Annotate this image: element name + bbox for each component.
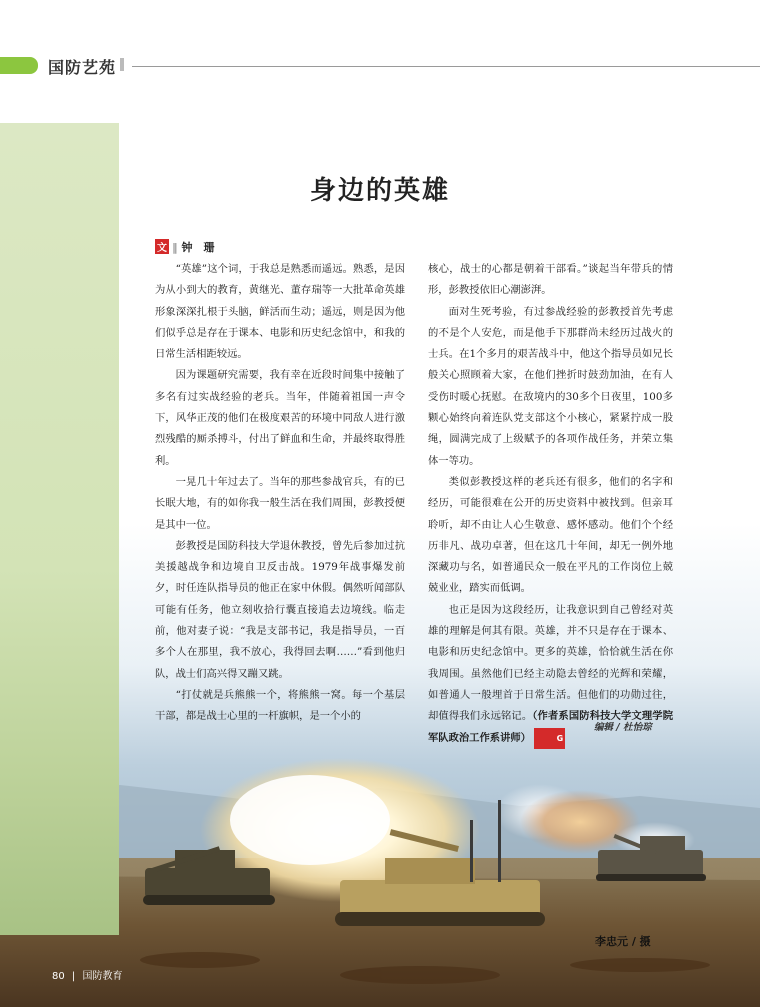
paragraph: “英雄”这个词，于我总是熟悉而遥远。熟悉，是因为从小到大的教育，黄继光、董存瑞等一大批革命英雄形象深深扎根于头脑，鲜活而生动；遥远，则是因为他们似乎总是存在于课本、电影和历史纪念馆中，和我的日常生活相距较远。: [155, 263, 405, 361]
byline: [155, 239, 215, 255]
paragraph: 类似彭教授这样的老兵还有很多，他们的名字和经历，可能很难在公开的历史资料中被找到。但亲耳聆听，却不由让人心生敬意、感怀感动。他们个个经历非凡、战功卓著，但在这几十年间，却无一例外地深藏功与名，如普通民众一般在平凡的工作岗位上兢兢业业，踏实而低调。: [428, 475, 673, 595]
footer-divider: |: [71, 971, 76, 982]
article-column-1: [155, 259, 405, 728]
author-name: 钟 珊: [181, 241, 215, 254]
section-marker-bar: [0, 57, 38, 74]
magazine-name: 国防教育: [82, 971, 123, 982]
editor-credit: 编辑 / 杜怡琮: [594, 722, 652, 733]
page-number: 80: [52, 971, 65, 982]
paragraph: 面对生死考验，有过参战经验的彭教授首先考虑的不是个人安危，而是他手下那群尚未经历过战火的士兵。在1个多月的艰苦战斗中，他这个指导员如兄长般关心照顾着大家，在他们挫折时鼓劲加油，在有人受伤时暖心抚慰。在敌境内的30多个日夜里，100多颗心始终向着连队党支部这个小核心，紧紧拧成一股绳，圆满完成了上级赋予的各项作战任务，并荣立集体一等功。: [428, 305, 673, 467]
photo-credit: 李忠元 / 摄: [595, 935, 651, 948]
header-rule: [132, 66, 760, 67]
author-note: （作者系国防科技大学文理学院军队政治工作系讲师）: [428, 710, 673, 744]
page-footer: [52, 967, 122, 982]
byline-tag: 文: [155, 239, 169, 254]
decorative-green-panel: [0, 123, 119, 935]
section-divider: [120, 58, 124, 71]
byline-divider: ‖: [172, 241, 178, 254]
paragraph: 一晃几十年过去了。当年的那些参战官兵，有的已长眠大地，有的如你我一般生活在我们周围，彭教授便是其中一位。: [155, 475, 405, 531]
end-mark: G: [534, 728, 565, 749]
section-title: 国防艺苑: [48, 58, 117, 77]
article-column-2: [428, 259, 673, 749]
paragraph: 核心，战士的心都是朝着干部看。”谈起当年带兵的情形，彭教授依旧心潮澎湃。: [428, 263, 673, 297]
article-title: 身边的英雄: [309, 176, 450, 206]
paragraph-text: 也正是因为这段经历，让我意识到自己曾经对英雄的理解是何其有限。英雄，并不只是存在于课本、电影和历史纪念馆中。更多的英雄，恰恰就生活在你我周围。虽然他们已经主动隐去曾经的光辉和荣耀，如普通人一般埋首于日常生活。但他们的功勋过往，却值得我们永远铭记。: [428, 603, 673, 723]
paragraph: “打仗就是兵熊熊一个，将熊熊一窝。每一个基层干部，都是战士心里的一杆旗帜，是一个小的: [155, 688, 405, 723]
paragraph: 彭教授是国防科技大学退休教授，曾先后参加过抗美援越战争和边境自卫反击战。1979年战事爆发前夕，时任连队指导员的他正在家中休假。偶然听闻部队可能有任务，他立刻收拾行囊直接追去边境线。临走前，他对妻子说：“我是支部书记，我是指导员，一百多个人在那里，我不放心，我得回去啊……”看到他归队，战士们高兴得又蹦又跳。: [155, 539, 405, 680]
paragraph: 因为课题研究需要，我有幸在近段时间集中接触了多名有过实战经验的老兵。当年，伴随着祖国一声令下，风华正茂的他们在极度艰苦的环境中同敌人进行激烈残酷的厮杀搏斗，付出了鲜血和生命，并最终取得胜利。: [155, 369, 405, 467]
